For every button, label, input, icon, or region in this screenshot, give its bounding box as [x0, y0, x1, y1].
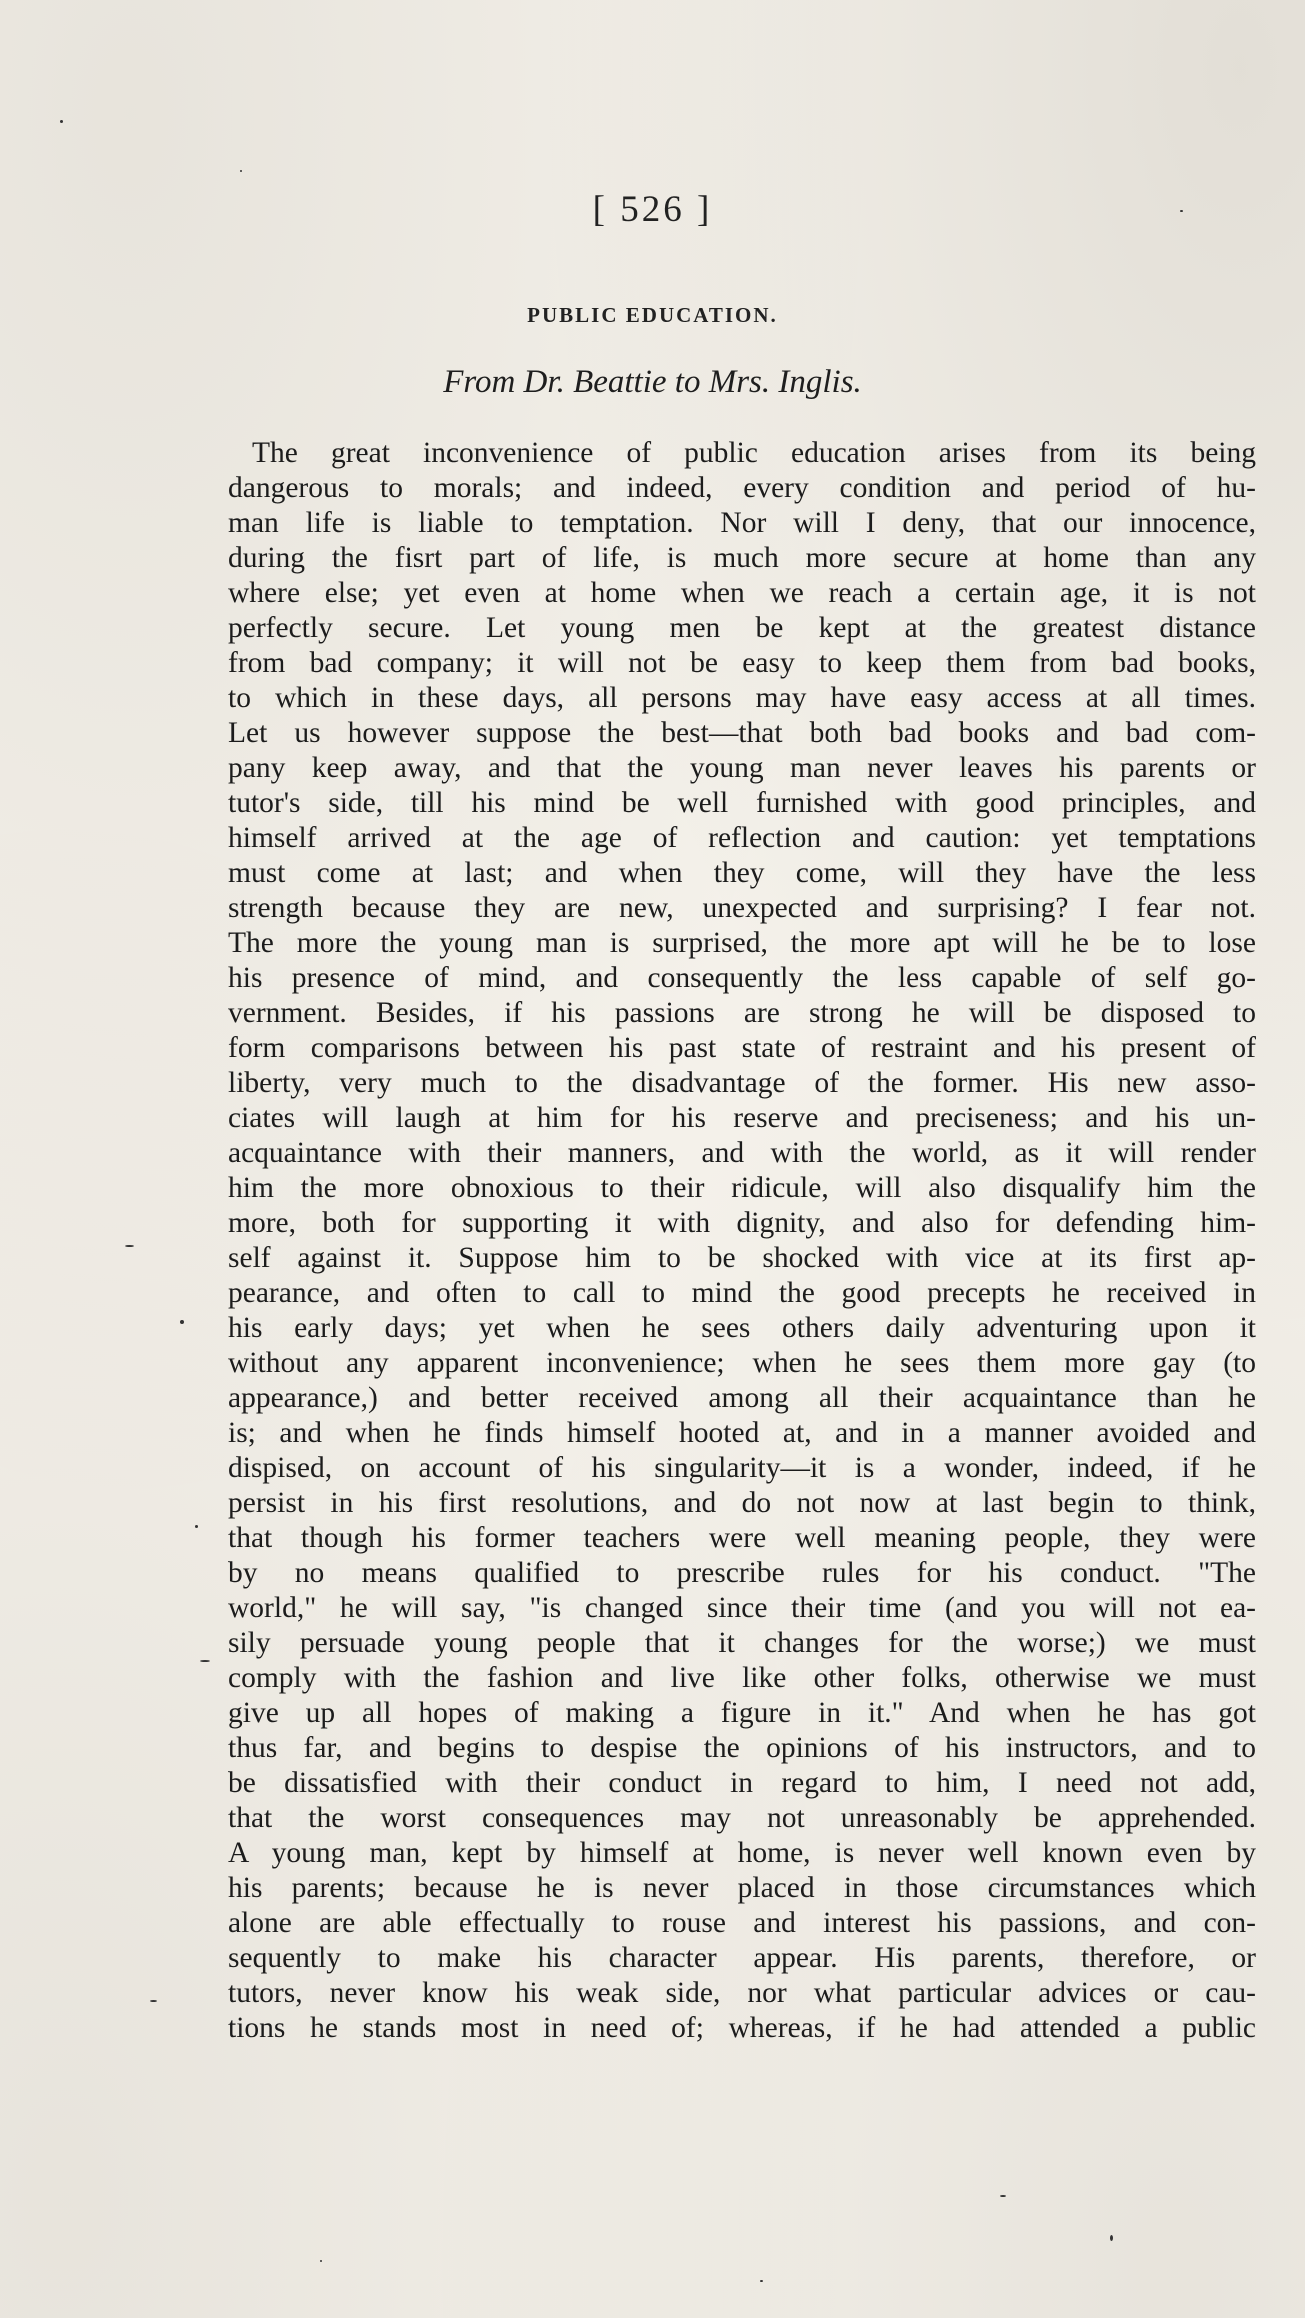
text-line: comply with the fashion and live like other folks, otherwise we must: [228, 1662, 1256, 1694]
text-line: alone are able effectually to rouse and interest his passions, and con-: [228, 1907, 1256, 1939]
text-line: more, both for supporting it with dignity, and also for defending him-: [228, 1207, 1256, 1239]
section-title: PUBLIC EDUCATION.: [527, 303, 778, 327]
text-line: tions he stands most in need of; whereas, if he had attended a public: [228, 2012, 1256, 2044]
text-line: by no means qualified to prescribe rules for his conduct. "The: [228, 1557, 1256, 1589]
scan-speck: [150, 2000, 157, 2002]
text-line: that the worst consequences may not unreasonably be apprehended.: [228, 1802, 1256, 1834]
text-line: him the more obnoxious to their ridicule, will also disqualify him the: [228, 1172, 1256, 1204]
text-line: must come at last; and when they come, will they have the less: [228, 857, 1256, 889]
text-line: give up all hopes of making a figure in it." And when he has got: [228, 1697, 1256, 1729]
page-number: [ 526 ]: [592, 189, 713, 230]
text-line: to which in these days, all persons may have easy access at all times.: [228, 682, 1256, 714]
scan-speck: [320, 2260, 322, 2262]
scan-speck: [60, 120, 63, 123]
scan-speck: [1110, 2235, 1113, 2241]
text-line: vernment. Besides, if his passions are strong he will be disposed to: [228, 997, 1256, 1029]
scan-speck: [760, 2280, 763, 2282]
text-line: himself arrived at the age of reflection and caution: yet temptations: [228, 822, 1256, 854]
text-line: Let us however suppose the best—that both bad books and bad com-: [228, 717, 1256, 749]
text-line: tutor's side, till his mind be well furnished with good principles, and: [228, 787, 1256, 819]
text-line: his early days; yet when he sees others daily adventuring upon it: [228, 1312, 1256, 1344]
text-line: his parents; because he is never placed in those circumstances which: [228, 1872, 1256, 1904]
text-line: that though his former teachers were well meaning people, they were: [228, 1522, 1256, 1554]
text-line: The more the young man is surprised, the more apt will he be to lose: [228, 927, 1256, 959]
text-line: tutors, never know his weak side, nor what particular advices or cau-: [228, 1977, 1256, 2009]
text-line: thus far, and begins to despise the opinions of his instructors, and to: [228, 1732, 1256, 1764]
text-line: ciates will laugh at him for his reserve and preciseness; and his un-: [228, 1102, 1256, 1134]
text-line: his presence of mind, and consequently the less capable of self go-: [228, 962, 1256, 994]
text-line: without any apparent inconvenience; when he sees them more gay (to: [228, 1347, 1256, 1379]
text-line: world," he will say, "is changed since their time (and you will not ea-: [228, 1592, 1256, 1624]
text-line: sequently to make his character appear. His parents, therefore, or: [228, 1942, 1256, 1974]
text-line: is; and when he finds himself hooted at, and in a manner avoided and: [228, 1417, 1256, 1449]
text-line: form comparisons between his past state of restraint and his present of: [228, 1032, 1256, 1064]
text-line: from bad company; it will not be easy to keep them from bad books,: [228, 647, 1256, 679]
text-line: where else; yet even at home when we reach a certain age, it is not: [228, 577, 1256, 609]
text-line: strength because they are new, unexpected and surprising? I fear not.: [228, 892, 1256, 924]
text-line: appearance,) and better received among all their acquaintance than he: [228, 1382, 1256, 1414]
text-line: be dissatisfied with their conduct in regard to him, I need not add,: [228, 1767, 1256, 1799]
scan-speck: [195, 1525, 198, 1528]
text-line: The great inconvenience of public education arises from its being: [252, 437, 1256, 469]
scan-speck: [240, 170, 242, 172]
text-line: dispised, on account of his singularity—it is a wonder, indeed, if he: [228, 1452, 1256, 1484]
scan-speck: [1000, 2195, 1006, 2197]
text-line: perfectly secure. Let young men be kept at the greatest distance: [228, 612, 1256, 644]
text-line: pany keep away, and that the young man never leaves his parents or: [228, 752, 1256, 784]
scan-speck: [180, 1320, 184, 1324]
body-text: [228, 436, 1256, 2046]
scan-speck: [1180, 210, 1183, 212]
letter-subtitle: From Dr. Beattie to Mrs. Inglis.: [443, 364, 862, 400]
scan-speck: [200, 1660, 210, 1662]
text-line: during the fisrt part of life, is much more secure at home than any: [228, 542, 1256, 574]
text-line: dangerous to morals; and indeed, every condition and period of hu-: [228, 472, 1256, 504]
text-line: acquaintance with their manners, and with the world, as it will render: [228, 1137, 1256, 1169]
text-line: pearance, and often to call to mind the good precepts he received in: [228, 1277, 1256, 1309]
scan-speck: [125, 1245, 134, 1247]
text-line: liberty, very much to the disadvantage of the former. His new asso-: [228, 1067, 1256, 1099]
text-line: persist in his first resolutions, and do not now at last begin to think,: [228, 1487, 1256, 1519]
text-line: self against it. Suppose him to be shocked with vice at its first ap-: [228, 1242, 1256, 1274]
text-line: man life is liable to temptation. Nor will I deny, that our innocence,: [228, 507, 1256, 539]
text-line: A young man, kept by himself at home, is never well known even by: [228, 1837, 1256, 1869]
text-line: sily persuade young people that it changes for the worse;) we must: [228, 1627, 1256, 1659]
